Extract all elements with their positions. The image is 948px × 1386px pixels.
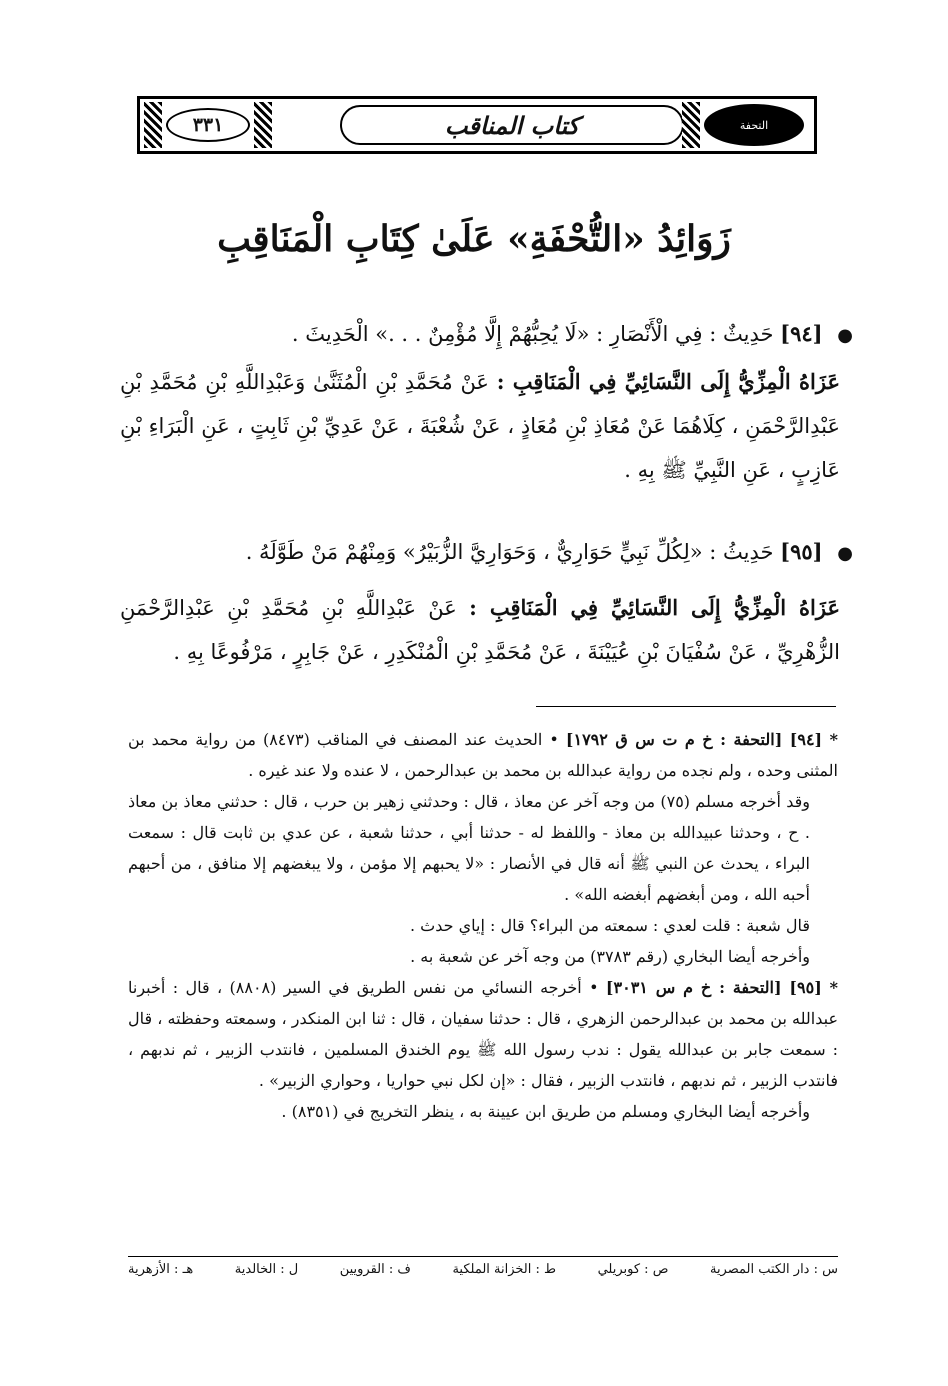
siglum: ل : الخالدية: [234, 1262, 299, 1277]
note-94-first: [128, 724, 838, 786]
note-text: • أخرجه النسائي من نفس الطريق في السير (٨٨٠٨) ، قال : أخبرنا عبدالله بن محمد بن عبدالرحمن الزهري ، قال : حدثنا سفيان ، قال : ثنا ابن المنكدر ، وسمعته وحفظته ، قال : سمعت جابر بن عبدالله يقول : ندب رسول الله ﷺ يوم الخندق المسلمين ، فانتدب الزبير ، ثم ندبهم ، فانتدب الزبير ، ثم ندبهم ، فانتدب الزبير ، فقال : «إن لكل نبي حواريا ، وحواري الزبير» .: [128, 978, 838, 1090]
hadith-number: [٩٤]: [780, 321, 823, 346]
chain-95: [120, 586, 840, 674]
siglum: ص : كوبريلي: [597, 1262, 669, 1277]
hadith-text: حَدِيثٌ : فِي الْأَنْصَارِ : «لَا يُحِبُّهُمْ إِلَّا مُؤْمِنٌ . . .» الْحَدِيثَ .: [291, 322, 774, 346]
footnote-separator: [536, 706, 836, 707]
bullet-icon: ●: [837, 543, 853, 564]
chain-94: [120, 360, 840, 492]
note-paragraph: وأخرجه أيضا البخاري (رقم ٣٧٨٣) من وجه آخر عن شعبة به .: [410, 947, 810, 966]
bullet-icon: ●: [837, 325, 853, 346]
chapter-title: زَوَائِدُ «التُّحْفَةِ» عَلَىٰ كِتَابِ الْمَنَاقِبِ: [217, 218, 731, 260]
note-lead: * [٩٤] [التحفة : خ م ت س ق ١٧٩٢]: [565, 730, 838, 749]
note-paragraph: وقد أخرجه مسلم (٧٥) من وجه آخر عن معاذ ، قال : وحدثني زهير بن حرب ، قال : حدثني معاذ بن معاذ . ح ، وحدثنا عبيدالله بن معاذ - واللفظ له - حدثنا أبي ، حدثنا شعبة ، عن عدي بن ثابت قال : سمعت البراء ، يحدث عن النبي ﷺ أنه قال في الأنصار : «لا يحبهم إلا مؤمن ، ولا يبغضهم إلا منافق ، من أحبهم أحبه الله ، ومن أبغضهم أبغضه الله» .: [128, 792, 810, 904]
page-number: ٣٣١: [166, 108, 250, 142]
siglum: ف : القرويين: [339, 1262, 411, 1277]
note-text: • الحديث عند المصنف في المناقب (٨٤٧٣) من رواية محمد بن المثنى وحده ، ولم نجده من رواية عبدالله بن محمد بن عبدالرحمن ، لا عنده ولا عند غيره .: [128, 730, 838, 780]
ornament-pattern-left: [144, 102, 162, 148]
page-header: [137, 96, 817, 154]
chain-lead: عَزَاهُ الْمِزِّيُّ إِلَى النَّسَائِيِّ فِي الْمَنَاقِبِ :: [469, 595, 840, 620]
siglum: ط : الخزانة الملكية: [452, 1262, 557, 1277]
chain-text: عَنْ عَبْدِاللَّهِ بْنِ مُحَمَّدِ بْنِ عَبْدِالرَّحْمَنِ الزُّهْرِيِّ ، عَنْ سُفْيَانَ بْنِ عُيَيْنَةَ ، عَنْ مُحَمَّدِ بْنِ الْمُنْكَدِرِ ، عَنْ جَابِرٍ ، مَرْفُوعًا بِهِ .: [120, 596, 840, 664]
manuscript-sigla: [128, 1262, 838, 1277]
ornament-pattern-mid-left: [254, 102, 272, 148]
note-lead: * [٩٥] [التحفة : خ م س ٣٠٣١]: [605, 978, 838, 997]
hadith-number: [٩٥]: [780, 539, 823, 564]
hadith-text: حَدِيثُ : «لِكُلِّ نَبِيٍّ حَوَارِيٌّ ، وَحَوَارِيَّ الزُّبَيْرُ» وَمِنْهُمْ مَنْ طَوَّلَهُ .: [245, 540, 774, 564]
hadith-94: [120, 312, 853, 358]
siglum: س : دار الكتب المصرية: [709, 1262, 838, 1277]
publisher-seal: التحفة: [704, 104, 804, 146]
footnotes: [128, 724, 838, 1127]
siglum: هـ : الأزهرية: [128, 1262, 194, 1277]
sigla-separator: [128, 1256, 838, 1257]
hadith-95: [120, 530, 853, 576]
note-paragraph: وأخرجه أيضا البخاري ومسلم من طريق ابن عيينة به ، ينظر التخريج في (٨٣٥١) .: [281, 1102, 810, 1121]
running-title: كتاب المناقب: [340, 105, 684, 145]
ornament-pattern-mid-right: [682, 102, 700, 148]
chain-lead: عَزَاهُ الْمِزِّيُّ إِلَى النَّسَائِيِّ فِي الْمَنَاقِبِ :: [496, 369, 840, 394]
note-95-first: [128, 972, 838, 1096]
chain-text: عَنْ مُحَمَّدِ بْنِ الْمُثَنَّىٰ وَعَبْدِاللَّهِ بْنِ مُحَمَّدِ بْنِ عَبْدِالرَّحْمَنِ ، كِلَاهُمَا عَنْ مُعَاذِ بْنِ مُعَاذٍ ، عَنْ شُعْبَةَ ، عَنْ عَدِيِّ بْنِ ثَابِتٍ ، عَنِ الْبَرَاءِ بْنِ عَازِبٍ ، عَنِ النَّبِيِّ ﷺ بِهِ .: [120, 370, 840, 482]
note-paragraph: قال شعبة : قلت لعدي : سمعته من البراء؟ قال : إياي حدث .: [410, 916, 810, 935]
